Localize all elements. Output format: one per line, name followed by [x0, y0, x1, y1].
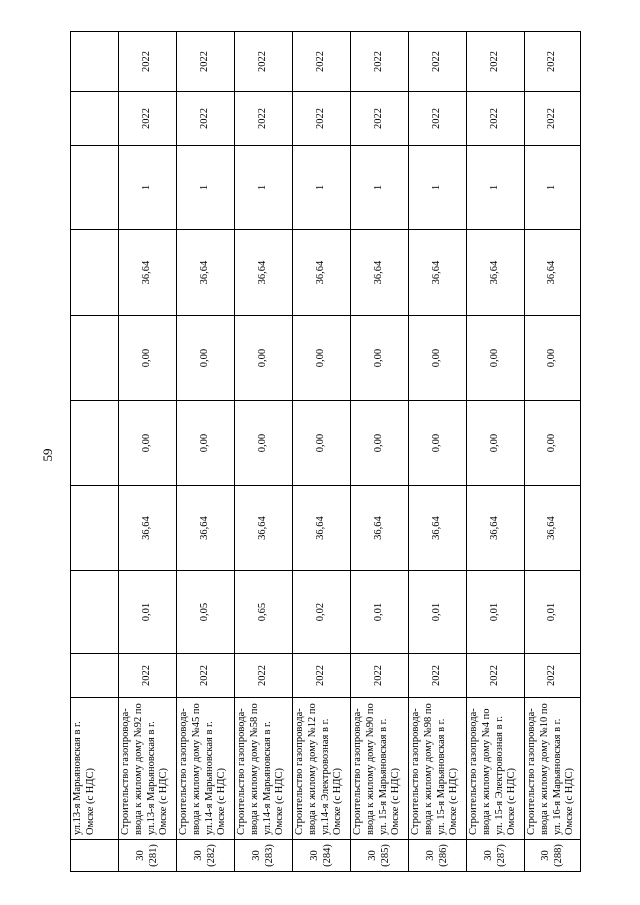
value-cell-1: 0,01 — [409, 571, 467, 654]
table-row — [467, 32, 525, 872]
object-name-cell: Строительство газопровода-ввода к жилому дому №12 по ул.14-я Электровозная в г. Омске (с НДС) — [293, 698, 351, 840]
object-name-cell: Строительство газопровода-ввода к жилому дому №58 по ул.14-я Марьяновская в г. Омске (с НДС) — [235, 698, 293, 840]
count-cell: 1 — [177, 146, 235, 230]
value-cell-4: 0,00 — [235, 316, 293, 401]
count-cell: 1 — [409, 146, 467, 230]
start-year-cell — [71, 92, 119, 146]
value-cell-5: 36,64 — [525, 230, 581, 316]
value-cell-5: 36,64 — [293, 230, 351, 316]
table-row — [71, 32, 119, 872]
table-row — [177, 32, 235, 872]
row-number-cell: 30 (285) — [351, 840, 409, 872]
end-year-cell: 2022 — [351, 32, 409, 92]
value-cell-3: 0,00 — [119, 401, 177, 486]
count-cell: 1 — [235, 146, 293, 230]
value-cell-2 — [71, 486, 119, 571]
value-cell-4: 0,00 — [351, 316, 409, 401]
value-cell-4: 0,00 — [293, 316, 351, 401]
table-row — [235, 32, 293, 872]
end-year-cell: 2022 — [177, 32, 235, 92]
start-year-cell: 2022 — [467, 92, 525, 146]
year-cell — [71, 654, 119, 698]
object-name-cell: Строительство газопровода-ввода к жилому дому №4 по ул. 15-я Электровозная в г. Омске (с НДС) — [467, 698, 525, 840]
row-number-cell — [71, 840, 119, 872]
object-name-cell: Строительство газопровода-ввода к жилому дому №92 по ул.13-я Марьяновская в г. Омске (с НДС) — [119, 698, 177, 840]
value-cell-4: 0,00 — [409, 316, 467, 401]
start-year-cell: 2022 — [177, 92, 235, 146]
object-name-cell: Строительство газопровода-ввода к жилому дому №10 по ул. 16-я Марьяновская в г. Омске (с НДС) — [525, 698, 581, 840]
year-cell: 2022 — [119, 654, 177, 698]
table-row — [293, 32, 351, 872]
value-cell-4: 0,00 — [177, 316, 235, 401]
object-name-cell: Строительство газопровода-ввода к жилому дому №45 по ул.14-я Марьяновская в г. Омске (с НДС) — [177, 698, 235, 840]
start-year-cell: 2022 — [119, 92, 177, 146]
value-cell-3 — [71, 401, 119, 486]
start-year-cell: 2022 — [235, 92, 293, 146]
start-year-cell: 2022 — [409, 92, 467, 146]
count-cell: 1 — [119, 146, 177, 230]
value-cell-5 — [71, 230, 119, 316]
year-cell: 2022 — [293, 654, 351, 698]
end-year-cell: 2022 — [293, 32, 351, 92]
gas-pipeline-table — [70, 31, 581, 872]
value-cell-1: 0,01 — [119, 571, 177, 654]
end-year-cell: 2022 — [235, 32, 293, 92]
value-cell-3: 0,00 — [177, 401, 235, 486]
value-cell-2: 36,64 — [409, 486, 467, 571]
end-year-cell: 2022 — [409, 32, 467, 92]
value-cell-4: 0,00 — [119, 316, 177, 401]
value-cell-2: 36,64 — [467, 486, 525, 571]
end-year-cell: 2022 — [467, 32, 525, 92]
value-cell-1: 0,01 — [525, 571, 581, 654]
value-cell-1 — [71, 571, 119, 654]
count-cell: 1 — [525, 146, 581, 230]
value-cell-5: 36,64 — [409, 230, 467, 316]
value-cell-2: 36,64 — [235, 486, 293, 571]
year-cell: 2022 — [177, 654, 235, 698]
row-number-cell: 30 (281) — [119, 840, 177, 872]
row-number-cell: 30 (288) — [525, 840, 581, 872]
value-cell-1: 0,01 — [351, 571, 409, 654]
end-year-cell: 2022 — [525, 32, 581, 92]
year-cell: 2022 — [467, 654, 525, 698]
year-cell: 2022 — [235, 654, 293, 698]
value-cell-1: 0,65 — [235, 571, 293, 654]
value-cell-1: 0,01 — [467, 571, 525, 654]
value-cell-4: 0,00 — [525, 316, 581, 401]
value-cell-3: 0,00 — [467, 401, 525, 486]
year-cell: 2022 — [409, 654, 467, 698]
count-cell: 1 — [467, 146, 525, 230]
count-cell: 1 — [293, 146, 351, 230]
value-cell-2: 36,64 — [293, 486, 351, 571]
start-year-cell: 2022 — [293, 92, 351, 146]
value-cell-2: 36,64 — [351, 486, 409, 571]
year-cell: 2022 — [525, 654, 581, 698]
value-cell-5: 36,64 — [467, 230, 525, 316]
value-cell-3: 0,00 — [525, 401, 581, 486]
count-cell: 1 — [351, 146, 409, 230]
value-cell-3: 0,00 — [409, 401, 467, 486]
row-number-cell: 30 (282) — [177, 840, 235, 872]
value-cell-2: 36,64 — [177, 486, 235, 571]
row-number-cell: 30 (287) — [467, 840, 525, 872]
value-cell-3: 0,00 — [235, 401, 293, 486]
value-cell-1: 0,05 — [177, 571, 235, 654]
table-row — [119, 32, 177, 872]
object-name-cell: Строительство газопровода-ввода к жилому дому №98 по ул. 15-я Марьяновская в г. Омске (с НДС) — [409, 698, 467, 840]
count-cell — [71, 146, 119, 230]
value-cell-5: 36,64 — [235, 230, 293, 316]
page-number: 59 — [40, 448, 55, 462]
table-body — [71, 32, 581, 872]
value-cell-3: 0,00 — [293, 401, 351, 486]
end-year-cell: 2022 — [119, 32, 177, 92]
value-cell-2: 36,64 — [525, 486, 581, 571]
row-number-cell: 30 (286) — [409, 840, 467, 872]
object-name-cell: ул.13-я Марьяновская в г. Омске (с НДС) — [71, 698, 119, 840]
table-row — [525, 32, 581, 872]
value-cell-5: 36,64 — [177, 230, 235, 316]
object-name-cell: Строительство газопровода-ввода к жилому дому №90 по ул. 15-я Марьяновская в г. Омске (с НДС) — [351, 698, 409, 840]
value-cell-4 — [71, 316, 119, 401]
end-year-cell — [71, 32, 119, 92]
start-year-cell: 2022 — [351, 92, 409, 146]
value-cell-2: 36,64 — [119, 486, 177, 571]
row-number-cell: 30 (284) — [293, 840, 351, 872]
rotated-table-wrapper — [70, 32, 580, 872]
year-cell: 2022 — [351, 654, 409, 698]
value-cell-3: 0,00 — [351, 401, 409, 486]
start-year-cell: 2022 — [525, 92, 581, 146]
value-cell-1: 0,02 — [293, 571, 351, 654]
value-cell-5: 36,64 — [351, 230, 409, 316]
value-cell-4: 0,00 — [467, 316, 525, 401]
value-cell-5: 36,64 — [119, 230, 177, 316]
table-row — [409, 32, 467, 872]
row-number-cell: 30 (283) — [235, 840, 293, 872]
table-row — [351, 32, 409, 872]
